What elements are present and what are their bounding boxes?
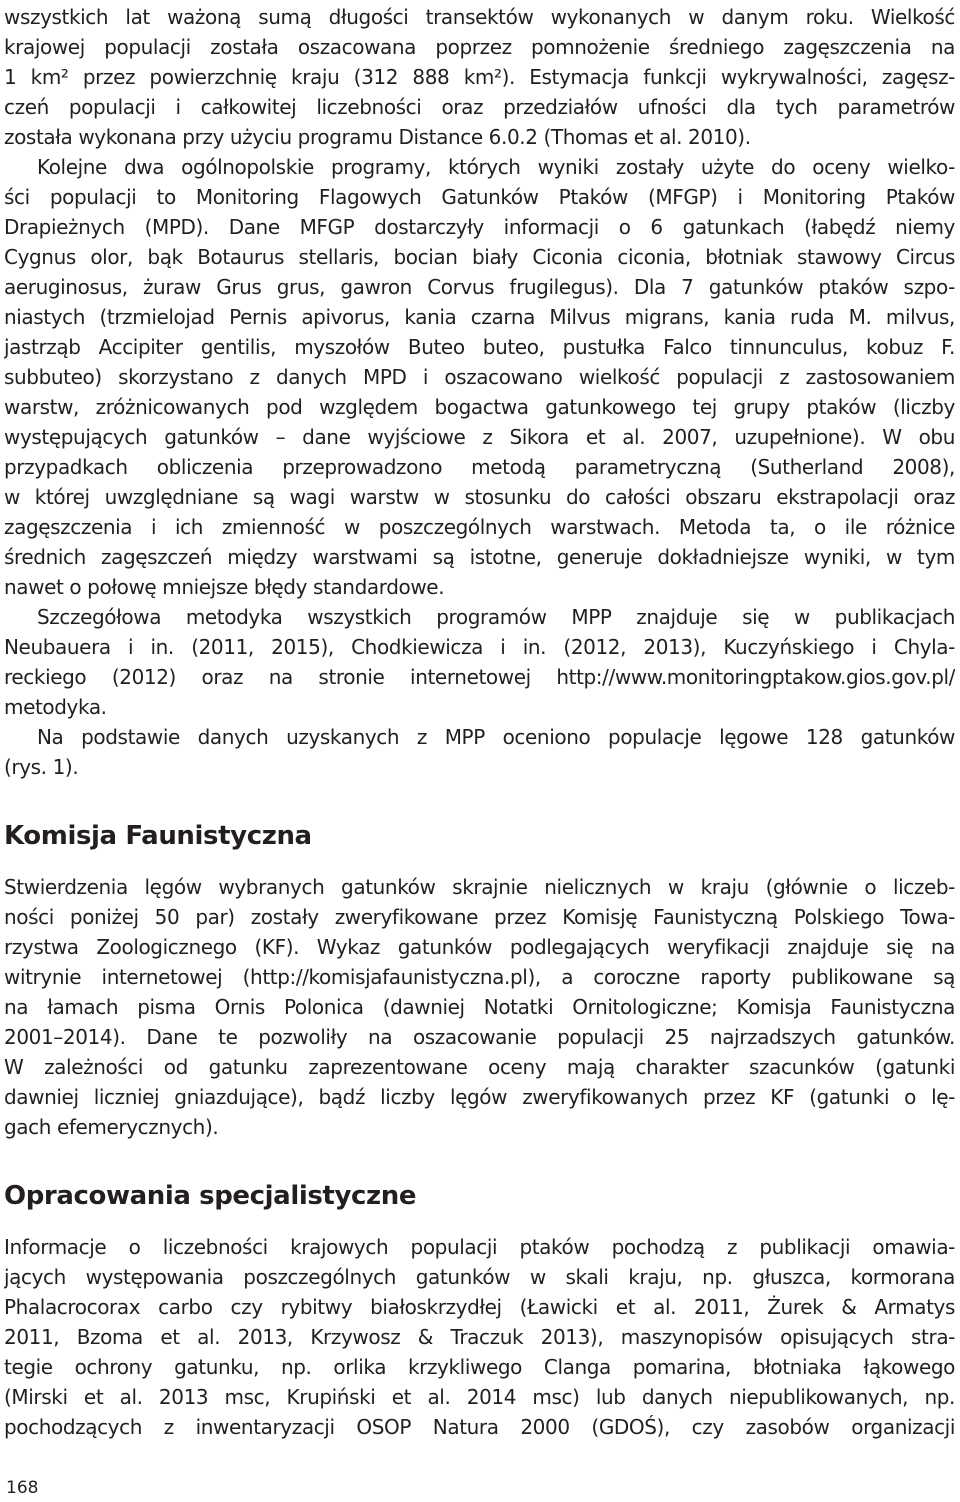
paragraph-line: Szczegółowa metodyka wszystkich programów MPP znajduje się w publikacjach	[37, 605, 955, 629]
paragraph-line: czeń populacji i całkowitej liczebności oraz przedziałów ufności dla tych parametrów	[4, 95, 955, 119]
paragraph-line: Stwierdzenia lęgów wybranych gatunków skrajnie nielicznych w kraju (głównie o liczeb-	[4, 875, 955, 899]
paragraph-line: (rys. 1).	[4, 755, 79, 779]
paragraph-line: ności poniżej 50 par) zostały zweryfikowane przez Komisję Faunistyczną Polskiego Towa-	[4, 905, 955, 929]
paragraph-line: Kolejne dwa ogólnopolskie programy, których wyniki zostały użyte do oceny wielko-	[37, 155, 955, 179]
paragraph-line: witrynie internetowej (http://komisjafaunistyczna.pl), a coroczne raporty publikowane są	[4, 965, 955, 989]
paragraph-line: rzystwa Zoologicznego (KF). Wykaz gatunków podlegających weryfikacji znajduje się na	[4, 935, 955, 959]
paragraph-line: na łamach pisma Ornis Polonica (dawniej Notatki Ornitologiczne; Komisja Faunistyczna	[4, 995, 955, 1019]
paragraph-line: została wykonana przy użyciu programu Distance 6.0.2 (Thomas et al. 2010).	[4, 125, 751, 149]
paragraph-line: 2001–2014). Dane te pozwoliły na oszacowanie populacji 25 najrzadszych gatunków.	[4, 1025, 955, 1049]
paragraph-line: metodyka.	[4, 695, 107, 719]
paragraph-line: 1 km² przez powierzchnię kraju (312 888 km²). Estymacja funkcji wykrywalności, zagęsz-	[4, 65, 955, 89]
paragraph-line: Na podstawie danych uzyskanych z MPP oceniono populacje lęgowe 128 gatunków	[37, 725, 955, 749]
paragraph-line: W zależności od gatunku zaprezentowane oceny mają charakter szacunków (gatunki	[4, 1055, 955, 1079]
section-heading: Opracowania specjalistyczne	[4, 1181, 417, 1211]
paragraph-line: przypadkach obliczenia przeprowadzono metodą parametryczną (Sutherland 2008),	[4, 455, 955, 479]
paragraph-line: tegie ochrony gatunku, np. orlika krzykliwego Clanga pomarina, błotniaka łąkowego	[4, 1355, 955, 1379]
paragraph-line: subbuteo) skorzystano z danych MPD i oszacowano wielkość populacji z zastosowaniem	[4, 365, 955, 389]
paragraph-line: nawet o połowę mniejsze błędy standardowe.	[4, 575, 445, 599]
paragraph-line: pochodzących z inwentaryzacji OSOP Natura 2000 (GDOŚ), czy zasobów organizacji	[4, 1415, 955, 1439]
paragraph-line: (Mirski et al. 2013 msc, Krupiński et al. 2014 msc) lub danych niepublikowanych, np.	[4, 1385, 955, 1409]
paragraph-line: gach efemerycznych).	[4, 1115, 219, 1139]
paragraph-line: dawniej liczniej gniazdujące), bądź liczby lęgów zweryfikowanych przez KF (gatunki o lę-	[4, 1085, 955, 1109]
paragraph-line: warstw, zróżnicowanych pod względem bogactwa gatunkowego tej grupy ptaków (liczby	[4, 395, 955, 419]
paragraph-line: w której uwzględniane są wagi warstw w stosunku do całości obszaru ekstrapolacji oraz	[4, 485, 955, 509]
section-heading: Komisja Faunistyczna	[4, 821, 312, 851]
paragraph-line: średnich zagęszczeń między warstwami są istotne, generuje dokładniejsze wyniki, w tym	[4, 545, 955, 569]
paragraph-line: ści populacji to Monitoring Flagowych Gatunków Ptaków (MFGP) i Monitoring Ptaków	[4, 185, 955, 209]
paragraph-line: Neubauera i in. (2011, 2015), Chodkiewicza i in. (2012, 2013), Kuczyńskiego i Chyla-	[4, 635, 955, 659]
paragraph-line: Informacje o liczebności krajowych populacji ptaków pochodzą z publikacji omawia-	[4, 1235, 955, 1259]
paragraph-line: 2011, Bzoma et al. 2013, Krzywosz & Traczuk 2013), maszynopisów opisujących stra-	[4, 1325, 955, 1349]
paragraph-line: jących występowania poszczególnych gatunków w skali kraju, np. głuszca, kormorana	[4, 1265, 955, 1289]
paragraph-line: Cygnus olor, bąk Botaurus stellaris, bocian biały Ciconia ciconia, błotniak stawowy Circus	[4, 245, 955, 269]
paragraph-line: aeruginosus, żuraw Grus grus, gawron Corvus frugilegus). Dla 7 gatunków ptaków szpo-	[4, 275, 955, 299]
paragraph-line: niastych (trzmielojad Pernis apivorus, kania czarna Milvus migrans, kania ruda M. milvus,	[4, 305, 955, 329]
paragraph-line: reckiego (2012) oraz na stronie internetowej http://www.monitoringptakow.gios.gov.pl/	[4, 665, 955, 689]
paragraph-line: jastrząb Accipiter gentilis, myszołów Buteo buteo, pustułka Falco tinnunculus, kobuz F.	[4, 335, 955, 359]
paragraph-line: krajowej populacji została oszacowana poprzez pomnożenie średniego zagęszczenia na	[4, 35, 955, 59]
paragraph-line: Drapieżnych (MPD). Dane MFGP dostarczyły informacji o 6 gatunkach (łabędź niemy	[4, 215, 955, 239]
paragraph-line: zagęszczenia i ich zmienność w poszczególnych warstwach. Metoda ta, o ile różnice	[4, 515, 955, 539]
page-number: 168	[6, 1478, 39, 1498]
paragraph-line: wszystkich lat ważoną sumą długości transektów wykonanych w danym roku. Wielkość	[4, 5, 955, 29]
paragraph-line: występujących gatunków – dane wyjściowe z Sikora et al. 2007, uzupełnione). W obu	[4, 425, 955, 449]
paragraph-line: Phalacrocorax carbo czy rybitwy białoskrzydłej (Ławicki et al. 2011, Żurek & Armatys	[4, 1295, 955, 1319]
